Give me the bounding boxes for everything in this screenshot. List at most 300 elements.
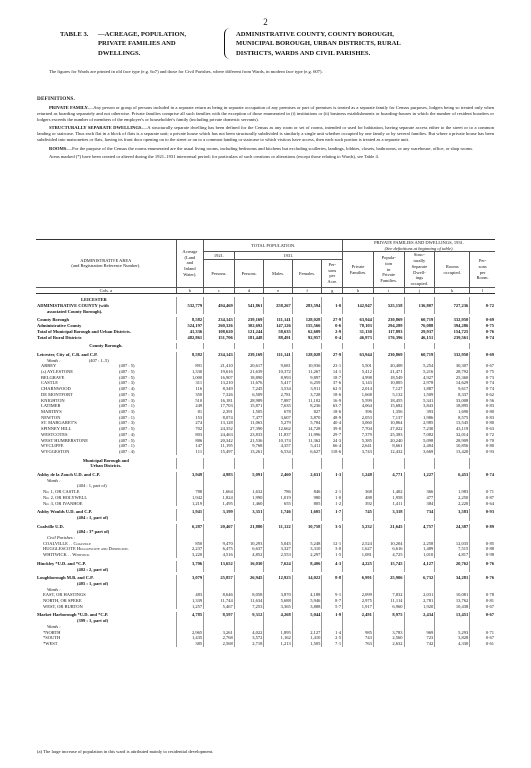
cell: 21,645 [373,524,404,535]
subheading-row [36,478,495,489]
cell: 153 [176,415,203,421]
cell [470,478,495,489]
cell: 3,911 [292,386,322,392]
row-label: CHARNWOOD (407 : 4) [41,386,135,392]
cell: 1,489 [404,546,435,552]
cell: 7,477 [234,415,264,421]
cell: 532,779 [176,297,203,314]
cell: 18·7 [322,375,343,381]
cell: 510 [176,398,203,404]
row-label: LATIMER (407 : 1) [41,403,135,409]
cell: 81 [176,409,203,415]
cell: 18,895 [435,403,470,409]
private-families-header: PRIVATE FAMILIES AND DWELLINGS, 1931. (See definitions at beginning of table). [343,240,495,252]
cell: 5,216 [404,369,435,375]
cell: 0·69 [470,352,495,358]
cell: 4,771 [373,472,404,478]
row-label: Wards : (404 : 1, part of) [47,477,107,489]
cell: 11,114 [373,598,404,604]
cell: 5,279 [264,420,292,426]
cell: 10,805 [373,380,404,386]
cell: 8,993 [264,375,292,381]
cell: 118·6 [322,449,343,455]
cell: 0·71 [470,489,495,495]
cell: 11,267 [292,369,322,375]
cell [204,478,235,489]
cell: 5,098 [404,438,435,444]
cell: 6,475 [204,546,235,552]
row-label: WESTCOTES (407 : 4) [41,431,135,437]
cell: 9,768 [234,443,264,449]
cell: 11,744 [204,598,235,604]
cell: 2,781 [264,392,292,398]
cell [264,478,292,489]
cell: 63,944 [343,317,374,323]
cell: 1,435 [176,635,203,641]
table-title-right [236,30,401,58]
county-total-row [36,297,495,314]
cell: 2,220 [435,501,470,507]
cell: 6,991 [343,575,374,586]
persons-1931-header: Persons. [234,260,264,287]
cell: 2,631 [292,472,322,478]
cell: 0·75 [470,323,495,329]
cell: 10,293 [234,541,264,547]
cell: 20,240 [373,438,404,444]
cell: 6,732 [404,575,435,586]
row-label: CASTLE (407 : 3) [41,380,135,386]
definition-term: ROOMS. [49,145,68,151]
cell: 1,746 [264,509,292,520]
cell: 1,690 [435,409,470,415]
cell: 6,509 [234,392,264,398]
definition-text: —Any person or group of persons included in a separate return as being in separate occupation of any premises or part of premises is treated as a separate family for Census purposes, lodgers being so treated only when returned as boarding separately and not otherwise. Private families comprise all such families with the exception of those enumerated in (i) institutions or (ii) business establishments or boarding-houses in which the number of resident boarders or lodgers exceeds the number of members of the employer's or householder's family (including private domestic servants). [37,105,495,123]
cell: 13,420 [435,449,470,455]
row-label: COALVILLE . . Coalville [43,540,92,546]
cell: 6,453 [435,472,470,478]
cell: 154,725 [435,329,470,335]
cell: 10,204 [373,541,404,547]
cell: 33,008 [435,398,470,404]
cell: 788 [176,489,203,495]
cell [435,478,470,489]
cell: 16,907 [204,375,235,381]
cell: 6,287 [176,524,203,535]
cell: 2·5 [322,635,343,641]
cell: 76,088 [404,323,435,329]
cell: 21,536 [234,438,264,444]
cell: 678 [264,409,292,415]
cell: 488 [343,495,374,501]
cell: 4,927 [404,375,435,381]
persons-1921-header: Persons. [204,260,235,287]
cell: 350 [176,392,203,398]
cell: 846 [292,489,322,495]
area-column-header: ADMINISTRATIVE AREA (and Registration Reference Number). [36,240,176,288]
cell: 3,607 [264,415,292,421]
cell: 2,985 [404,420,435,426]
cell: 0·61 [470,641,495,647]
row-label: ABBEY (407 : 5) [41,363,135,369]
cell: 5,341 [404,398,435,404]
cell: 5,412 [343,369,374,375]
cell: 12,035 [435,541,470,547]
cell: 2·9 [322,329,343,335]
cell: 18,455 [373,398,404,404]
cell: 2,434 [404,612,435,623]
cell: 29,937 [404,329,435,335]
cell: 46,973 [343,335,374,341]
cell: 7,635 [264,403,292,409]
section-heading: Municipal Borough and Urban Districts. [36,458,495,469]
cell: 155,566 [292,323,322,329]
cell: 1,495 [204,501,235,507]
cell: 332,950 [435,317,470,323]
title-line: PRIVATE FAMILIES AND [98,40,176,48]
cell: 4,785 [176,612,203,623]
cell: 19,616 [204,369,235,375]
row-label: Hinckley *U.D. and *C.P. (402 : 2, part of) [37,560,109,572]
cell: 6,259 [292,380,322,386]
row-label: NEWTON (407 : 1) [41,414,135,420]
row-label: Ashby Woulds U.D. and C.P. (404 : 1, part of) [37,509,109,520]
row-label: KNIGHTON (407 : 3) [41,397,135,403]
cell: 5·7 [322,604,343,610]
definition-term: PRIVATE FAMILY. [49,105,89,110]
cell: 13,652 [204,561,235,572]
cell: 260,326 [204,323,235,329]
row-label: DE MONTFORT (407 : 3) [41,391,135,397]
cell: 147,126 [264,323,292,329]
cell [404,478,435,489]
cell: 483 [176,592,203,598]
cell: 10,856 [435,443,470,449]
definition-paragraph [37,125,494,143]
cell: 1·2 [322,501,343,507]
district-row [36,561,495,572]
cell: 21,639 [234,369,264,375]
cell: 1,411 [373,501,404,507]
cell: 384 [404,501,435,507]
cell: 5,385 [343,438,374,444]
cell: 2,404 [404,443,435,449]
cell: 0·76 [470,329,495,335]
district-row [36,575,495,586]
cell: 1·7 [322,509,343,520]
cell: 23,833 [234,432,264,438]
cell: 1,460 [234,501,264,507]
cell: 3,534 [264,386,292,392]
cell: 1,942 [176,495,203,501]
private-families-count-header: Private Families. [343,252,374,287]
section-heading: County Borough. [36,343,495,349]
cell: 37·6 [322,380,343,386]
cell: 1,917 [343,604,374,610]
cell: 4,516 [204,552,235,558]
cell: 5,044 [292,612,322,623]
cell: 1,605 [292,509,322,520]
cell: 4,817 [435,552,470,558]
cell: 2,237 [176,546,203,552]
row-label: EAST, OR HASTINGS [43,592,86,598]
cell: 39·0 [322,426,343,432]
cell: 1·5 [322,552,343,558]
cell: 4,225 [343,561,374,572]
cell: 3,870 [264,592,292,598]
cell: 3,728 [292,392,322,398]
cell: 3,261 [204,630,235,636]
cell: 0·62 [470,392,495,398]
row-label: WEST HUMBERSTONE (407 : 5) [41,437,135,443]
cell: 4,330 [435,641,470,647]
cell: 9·1 [322,592,343,598]
cell: 3,199 [204,509,235,520]
cell: 28,792 [435,369,470,375]
cell: 21,471 [373,369,404,375]
cell: 1,990 [234,495,264,501]
cell: 60,719 [404,317,435,323]
cell: 1,983 [435,489,470,495]
cell: 3,706 [176,561,203,572]
cell: 0·89 [470,524,495,535]
cell: 368 [343,489,374,495]
cell: 1·0 [322,495,343,501]
cell: 15,682 [373,403,404,409]
cell: 5,091 [234,472,264,478]
cell: 0·69 [470,317,495,323]
cell: 20,467 [204,524,235,535]
cell: 2,718 [234,641,264,647]
cell: 1,887 [404,386,435,392]
cell: 0·88 [470,546,495,552]
cell: 11,102 [292,398,322,404]
cell: 5,784 [292,420,322,426]
cell: 18·6 [322,392,343,398]
cell: 12·1 [322,541,343,547]
definitions-heading: DEFINITIONS. [37,96,76,102]
cell: 1,664 [204,489,235,495]
cell: 311 [176,380,203,386]
cell: 8,337 [435,392,470,398]
cell: 1,986 [404,415,435,421]
cell: 396 [343,409,374,415]
cell: 181,448 [234,335,264,341]
cell: 3·5 [322,524,343,535]
cell: 9,897 [292,375,322,381]
cell: 0·85 [470,541,495,547]
cell: 1,339 [176,598,203,604]
cell: 0·78 [470,592,495,598]
cell: 1,824 [204,495,235,501]
cell: 8,236 [292,403,322,409]
cell: 116 [176,386,203,392]
cell: 2,568 [204,641,235,647]
cell: 0·70 [470,438,495,444]
footnote: (a) The large increase of population in this ward is attributed mainly to residential development. [37,749,214,754]
cell: 0·74 [470,380,495,386]
cell: 0·74 [470,386,495,392]
cell: 6,960 [373,604,404,610]
definitions [37,105,494,160]
cell: 4,064 [343,403,374,409]
cell: 0·83 [470,403,495,409]
cell: 524,197 [176,323,203,329]
cell: 0·67 [470,363,495,369]
cell: 27·9 [322,317,343,323]
row-label: No. 3, OR IVANHOE [43,500,83,506]
cell: 8,074 [204,415,235,421]
cell: 1,330 [176,369,203,375]
cell: 332,950 [435,352,470,358]
cell: 23·1 [322,363,343,369]
cell: 3,220 [176,552,203,558]
row-label: Wards : (407 : 1–5) [47,357,109,363]
cell: 3,143 [343,380,374,386]
cell: 11,063 [234,420,264,426]
census-table [36,239,495,647]
row-label: Administrative County [37,323,82,329]
cell: 25,906 [373,575,404,586]
year-1921-header: 1921. [204,252,235,260]
cell: 727,236 [435,297,470,314]
cell: 5,501 [343,363,374,369]
table-label: TABLE 3. [60,31,89,38]
cell: 230,869 [373,317,404,323]
cell: 723 [404,635,435,641]
cell: 63,944 [343,352,374,358]
cell: 151,706 [204,335,235,341]
cell: 1,505 [234,409,264,415]
cell: 4,188 [292,592,322,598]
cell: 58,635 [264,329,292,335]
cell: 805 [292,501,322,507]
cell: 2,553 [264,552,292,558]
cell: 5,254 [404,363,435,369]
cell: 0·74 [470,335,495,341]
cell: 0·67 [470,604,495,610]
cell: 24,463 [204,432,235,438]
cell: 5,599 [343,398,374,404]
cell: 34,281 [435,575,470,586]
title-line: ADMINISTRATIVE COUNTY, COUNTY BOROUGH, [236,31,394,38]
cell: 1,920 [404,604,435,610]
cell: 0·76 [470,575,495,586]
cell: 32,014 [435,432,470,438]
cell: 41,336 [176,329,203,335]
cell: 121,244 [234,329,264,335]
cell: 25,383 [373,432,404,438]
cell: 1,895 [264,630,292,636]
cell: 2,250 [435,495,470,501]
cell: 5,293 [435,630,470,636]
cell: 24,387 [435,524,470,535]
cell: 2,014 [343,386,374,392]
row-label: *WEST [43,641,58,646]
cell: 1,019 [264,495,292,501]
cell: 1,356 [373,409,404,415]
cell: 5,417 [264,380,292,386]
row-label: Wards : [47,586,61,592]
cell [373,478,404,489]
cell: 14,022 [292,575,322,586]
cell: 40·4 [322,420,343,426]
cell: 2,975 [343,598,374,604]
cell: 13,261 [234,449,264,455]
cell: 9,312 [234,612,264,623]
cell: 385 [176,641,203,647]
row-label: Civil Parishes : [47,535,76,541]
cell: 7,127 [373,386,404,392]
cell: 1,958 [373,495,404,501]
males-header: Males. [264,260,292,287]
cell: 43,119 [435,426,470,432]
cell: 1·3 [322,472,343,478]
cell: 786 [264,489,292,495]
cell: 234,143 [204,352,235,358]
cell: 2,965 [176,630,203,636]
cell: 2,781 [404,598,435,604]
cell: 2,258 [404,541,435,547]
definition-paragraph [37,154,494,160]
definition-text: —For the purpose of the Census the rooms enumerated are the usual living rooms, including bedrooms and kitchens but excluding sculleries, landings, lobbies, closets, bathrooms, or any warehouse, office, or shop rooms. [67,145,474,151]
district-row [36,612,495,623]
persons-per-acre-header: Per- sons per Acre. [322,260,343,287]
cell: 541,861 [234,297,264,314]
cell: 3,351 [234,509,264,520]
cell: 4,725 [373,552,404,558]
district-row [36,524,495,535]
cell: 7,887 [264,398,292,404]
cell: 827 [292,409,322,415]
cell: 7·1 [322,641,343,647]
cell: 274 [176,420,203,426]
cell: 20,408 [373,363,404,369]
title-line: —ACREAGE, POPULATION, [98,31,186,38]
cell: 3,060 [343,420,374,426]
cell: 0·80 [470,443,495,449]
cell: 12,662 [264,426,292,432]
cell: 230,869 [373,352,404,358]
cell: 88,491 [264,335,292,341]
cell: 0·64 [470,501,495,507]
cell: 7,137 [373,415,404,421]
cell: 11,634 [234,598,264,604]
cell: 5,467 [204,604,235,610]
cell: 3,783 [373,630,404,636]
title-line: DWELLINGS. [98,49,141,57]
cell: 7,624 [264,561,292,572]
cell: 1,219 [176,501,203,507]
cell: 4,357 [264,443,292,449]
cell: 969 [404,630,435,636]
cell: 5,232 [343,524,374,535]
cell: 3,318 [373,509,404,520]
year-1931-header: 1931. [234,252,342,260]
cell: 3,583 [435,509,470,520]
cell: 46,151 [404,335,435,341]
column-letters-row: Cols. a b c d e f g h i j k l [36,287,495,294]
cell: 477 [404,495,435,501]
row-label: *SOUTH [43,635,61,641]
row-label: No. 2, OR HOLYWELL [43,494,88,500]
cell: 10,438 [435,604,470,610]
cell: 9,681 [264,363,292,369]
cell: 18,890 [234,375,264,381]
table-row [36,641,495,647]
cell: 25,360 [435,375,470,381]
cell: 5,045 [264,541,292,547]
row-label: WYGGESTON (407 : 4) [41,448,135,454]
